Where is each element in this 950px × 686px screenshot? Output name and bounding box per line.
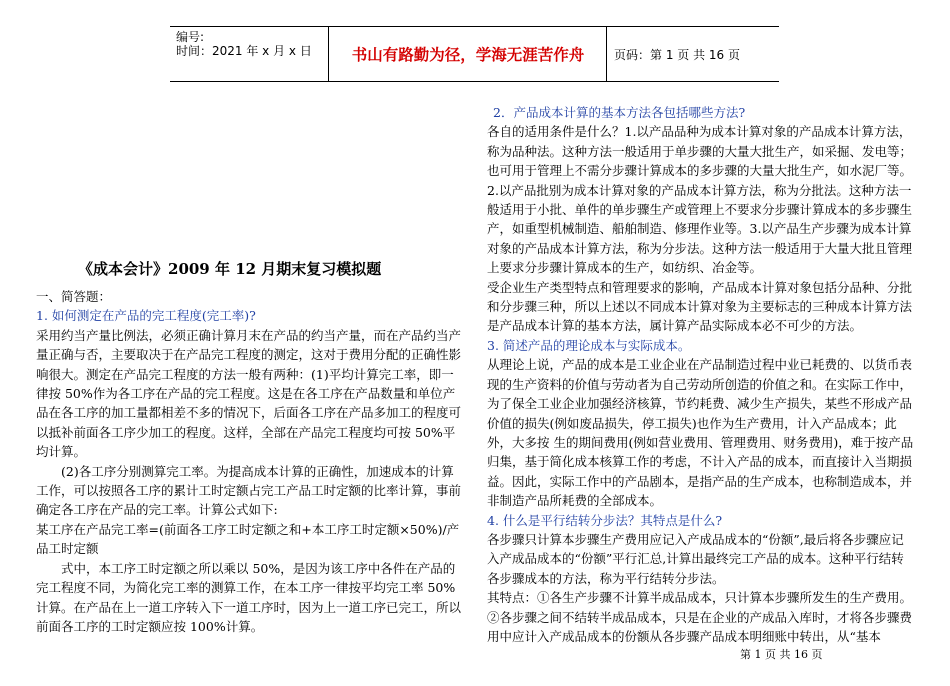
paragraph: 受企业生产类型特点和管理要求的影响，产品成本计算对象包括分品种、分批和分步骤三种，所以上述以不同成本计算对象为主要标志的三种成本计算方法是产品成本计算的基本方法，属计算产品实际成本必不可少的方法。 (487, 279, 913, 334)
paragraph: (2)各工序分别测算完工率。为提高成本计算的正确性，加速成本的计算工作，可以按照各工序的累计工时定额占完工产品工时定额的比率计算，事前确定各工序在产品的完工率。计算公式如下: (36, 463, 462, 518)
header-divider (328, 27, 329, 81)
formula: 某工序在产品完工率=(前面各工序工时定额之和+本工序工时定额×50%)/产品工时定额 (36, 521, 460, 557)
right-column (487, 103, 915, 646)
header-page-info: 页码：第 1 页 共 16 页 (614, 48, 740, 62)
question-3: 3. 简述产品的理论成本与实际成本。 (487, 337, 691, 353)
paragraph: 其特点：①各生产步骤不计算半成品成本，只计算本步骤所发生的生产费用。②各步骤之间不结转半成品成本，只是在企业的产成品入库时，才将各步骤费用中应计入产成品成本的份额从各步骤产品成本明细账中转出，从“基本 (487, 590, 913, 644)
question-4: 4. 什么是平行结转分步法？其特点是什么? (487, 512, 723, 528)
header-motto: 书山有路勤为径，学海无涯苦作舟 (351, 46, 585, 64)
paragraph: 各自的适用条件是什么？1.以产品品种为成本计算对象的产品成本计算方法，称为品种法。这种方法一般适用于单步骤的大量大批生产，如采掘、发电等；也可用于管理上不需分步骤计算成本的多步骤的大量大批生产，如水泥厂等。2.以产品批别为成本计算对象的产品成本计算方法，称为分批法。这种方法一般适用于小批、单件的单步骤生产或管理上不要求分步骤计算成本的多步骤生产，如重型机械制造、船舶制造、修理作业等。3.以产品生产步骤为成本计算对象的产品成本计算方法，称为分步法。这种方法一般适用于大量大批且管理上要求分步骤计算成本的生产，如纺织、冶金等。 (487, 124, 913, 276)
header-info (176, 30, 312, 58)
header-divider (606, 27, 607, 81)
page-footer: 第 1 页 共 16 页 (740, 648, 823, 661)
paragraph: 各步骤只计算本步骤生产费用应记入产成品成本的“份额”,最后将各步骤应记入产成品成本的“份额”平行汇总,计算出最终完工产品的成本。这种平行结转各步骤成本的方法，称为平行结转分步法。 (487, 531, 904, 586)
date-label: 时间：2021 年 x 月 x 日 (176, 44, 312, 58)
serial-label: 编号: (176, 30, 205, 44)
document-header (170, 26, 779, 82)
question-2: 2．产品成本计算的基本方法各包括哪些方法? (493, 105, 746, 120)
left-column (36, 287, 464, 636)
section-heading: 一、简答题： (36, 289, 112, 304)
question-1: 1. 如何测定在产品的完工程度(完工率)? (36, 308, 256, 324)
paragraph: 采用约当产量比例法，必须正确计算月末在产品的约当产量，而在产品约当产量正确与否，主要取决于在产品完工程度的测定，这对于费用分配的正确性影响很大。测定在产品完工程度的方法一般有两种：(1)平均计算完工率，即一律按 50%作为各工序在产品的完工程度。这是在各工序在产品数量和单位产品在各工序的加工量都相差不多的情况下，后面各工序在产品多加工的程度可以抵补前面各工序少加工的程度。这样，全部在产品完工程度均可按 50%平均计算。 (36, 327, 462, 460)
document-title: 《成本会计》2009 年 12 月期末复习模拟题 (78, 260, 382, 278)
paragraph: 式中，本工序工时定额之所以乘以 50%，是因为该工序中各件在产品的完工程度不同，为简化完工率的测算工作，在本工序一律按平均完工率 50%计算。在产品在上一道工序转入下一道工序时，因为上一道工序已完工，所以前面各工序的工时定额应按 100%计算。 (36, 560, 462, 634)
paragraph: 从理论上说，产品的成本是工业企业在产品制造过程中业已耗费的、以货币表现的生产资料的价值与劳动者为自己劳动所创造的价值之和。在实际工作中，为了保全工业企业加强经济核算，节约耗费、减少生产损失，某些不形成产品价值的损失(例如废品损失，停工损失)也作为生产费用，计入产品成本；此外，大多按 生的期间费用(例如营业费用、管理费用、财务费用)，难于按产品归集，基于简化成本核算工作的考虑，不计入产品的成本，而直接计入当期损益。因此，实际工作中的产品剧本，是指产品的生产成本，也称制造成本，并非制造产品所耗费的全部成本。 (487, 357, 914, 509)
